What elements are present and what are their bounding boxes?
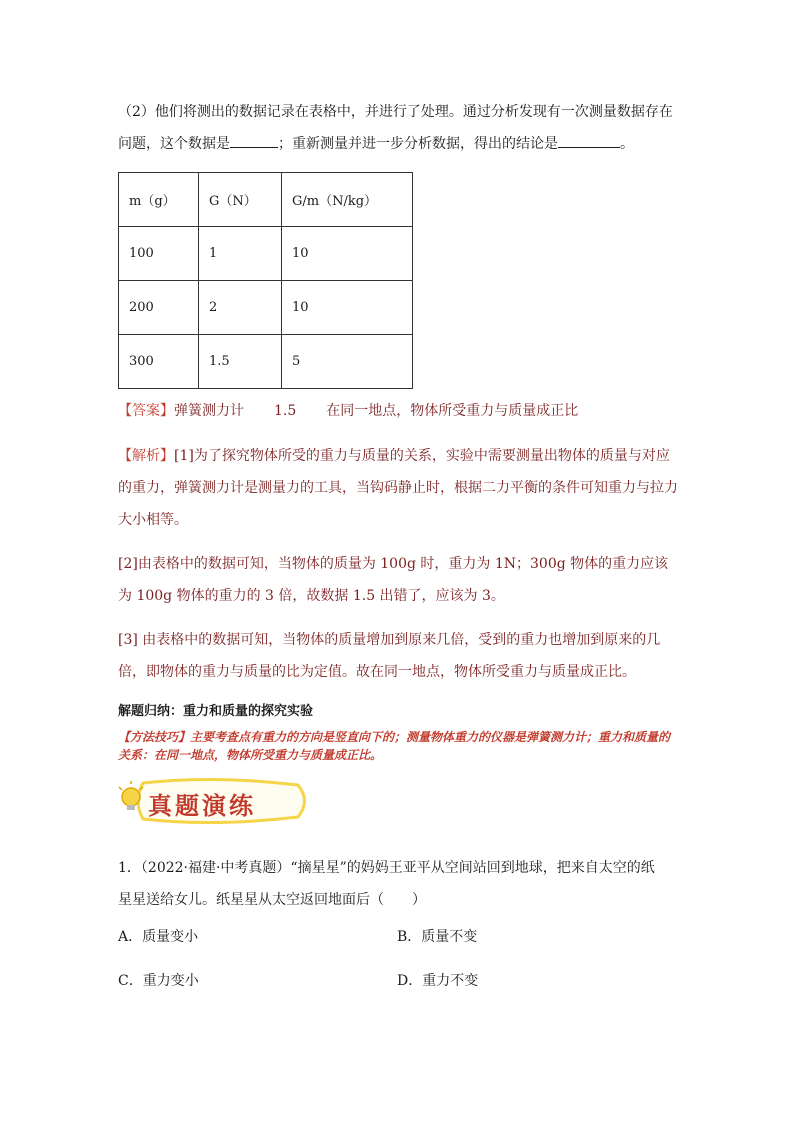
table-header-cell: G/m（N/kg） (282, 173, 413, 227)
analysis-paragraph-3: [3] 由表格中的数据可知，当物体的质量增加到原来几倍，受到的重力也增加到原来的几倍，即物体的重力与质量的比为定值。故在同一地点，物体所受重力与质量成正比。 (118, 632, 661, 680)
table-row (119, 335, 413, 389)
table-header-row (119, 173, 413, 227)
answer-2: 1.5 (274, 403, 297, 419)
table-header-cell: G（N） (199, 173, 282, 227)
option-b: B．质量不变 (397, 929, 478, 945)
answer-blank-1 (230, 131, 278, 148)
analysis-text-1: [1]为了探究物体所受的重力与质量的关系，实验中需要测量出物体的质量与对应的重力，弹簧测力计是测量力的工具，当钩码静止时，根据二力平衡的条件可知重力与拉力大小相等。 (118, 448, 678, 528)
option-d: D．重力不变 (397, 973, 479, 989)
question-2-text (118, 96, 678, 160)
option-a: A．质量变小 (118, 929, 199, 945)
table-cell: 100 (119, 227, 199, 281)
question-2-line2-part2: ；重新测量并进一步分析数据，得出的结论是 (278, 136, 558, 152)
option-c: C．重力变小 (118, 973, 199, 989)
question-2-line2-part1: 问题，这个数据是 (118, 136, 230, 152)
table-cell: 10 (282, 227, 413, 281)
table-cell: 1 (199, 227, 282, 281)
data-table (118, 172, 413, 389)
banner-title: 真题演练 (148, 791, 256, 820)
question-2-line1: （2）他们将测出的数据记录在表格中，并进行了处理。通过分析发现有一次测量数据存在 (118, 104, 673, 120)
table-cell: 5 (282, 335, 413, 389)
method-tips: 【方法技巧】主要考查点有重力的方向是竖直向下的；测量物体重力的仪器是弹簧测力计；重力和质量的关系：在同一地点，物体所受重力与质量成正比。 (118, 730, 671, 762)
answer-line (118, 398, 578, 424)
table-cell: 300 (119, 335, 199, 389)
table-cell: 2 (199, 281, 282, 335)
analysis-tag: 【解析】 (118, 448, 174, 464)
analysis-paragraph-2: [2]由表格中的数据可知，当物体的质量为 100g 时，重力为 1N；300g 物体的重力应该为 100g 物体的重力的 3 倍，故数据 1.5 出错了，应该为 3。 (118, 556, 669, 604)
summary-heading: 解题归纳：重力和质量的探究实验 (118, 704, 314, 719)
answer-tag: 【答案】 (118, 403, 174, 419)
lightbulb-icon (122, 788, 140, 806)
question-2-line2-part3: 。 (620, 136, 634, 152)
answer-3: 在同一地点，物体所受重力与质量成正比 (326, 403, 579, 419)
table-header-cell: m（g） (119, 173, 199, 227)
table-row (119, 227, 413, 281)
answer-1: 弹簧测力计 (174, 403, 244, 419)
table-cell: 1.5 (199, 335, 282, 389)
answer-blank-2 (558, 131, 620, 148)
table-cell: 10 (282, 281, 413, 335)
analysis-paragraph-1 (118, 440, 678, 536)
table-cell: 200 (119, 281, 199, 335)
question-1-text: 1．（2022·福建·中考真题）“摘星星”的妈妈王亚平从空间站回到地球，把来自太空的纸星星送给女儿。纸星星从太空返回地面后（ ） (118, 860, 655, 908)
table-row (119, 281, 413, 335)
